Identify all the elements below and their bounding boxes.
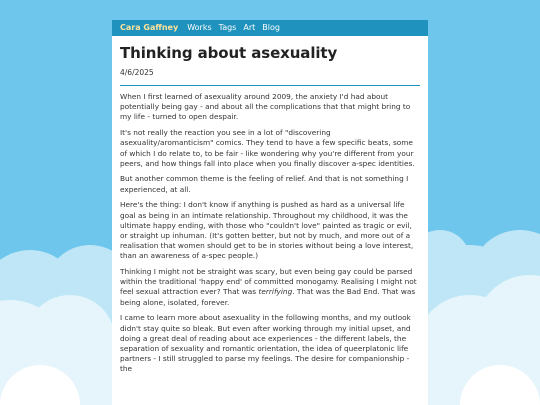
paragraph-5: [120, 267, 420, 308]
paragraph-4: Here's the thing: I don't know if anything is pushed as hard as a universal life goal as being in an intimate relationship. Throughout my childhood, it was the ultimate happy ending, with those who "couldn't love" painted as tragic or evil, or straight up inhuman. (It's gotten better, but not by much, and more out of a realisation that women should get to be in stories without being a love interest, than an awareness of a-spec people.): [120, 200, 414, 261]
paragraph-5-after: . That was the Bad End. That was being alone, isolated, forever.: [120, 287, 416, 307]
post-date: 4/6/2025: [120, 68, 154, 77]
paragraph-3: But another common theme is the feeling of relief. And that is not something I experienced, at all.: [120, 174, 409, 194]
paragraph-6: I came to learn more about asexuality in the following months, and my outlook didn't stay quite so bleak. But even after working through my initial upset, and doing a great deal of reading about ace experiences - the different labels, the separation of sexuality and romantic orientation, the idea of queerplatonic life partners - I still struggled to parse my feelings. The desire for companionship - the: [120, 313, 411, 374]
paragraph-1: When I first learned of asexuality around 2009, the anxiety I'd had about potentially being gay - and about all the complications that that might bring to my life - turned to open despair.: [120, 92, 411, 122]
nav-link-tags[interactable]: Tags: [218, 23, 237, 32]
divider: [120, 85, 420, 86]
paragraph-5-emphasis: terrifying: [258, 287, 293, 297]
paragraph-5-before: Thinking I might not be straight was scary, but even being gay could be parsed within the traditional 'happy end' of committed monogamy. Realising I might not feel sexual attraction ever? That was: [120, 267, 417, 297]
paragraph-2: It's not really the reaction you see in a lot of "discovering asexuality/aromanticism" comics. They tend to have a few specific beats, some of which I do relate to, to be fair - like wondering why you're different from your peers, and how things fall into place when you finally discover a-spec identities.: [120, 128, 415, 168]
top-nav: [112, 20, 428, 36]
nav-link-blog[interactable]: Blog: [262, 23, 280, 32]
post-title: Thinking about asexuality: [120, 44, 338, 62]
nav-link-works[interactable]: Works: [187, 23, 212, 32]
blog-page: [112, 20, 428, 405]
post-content: [112, 36, 428, 375]
site-name-link[interactable]: Cara Gaffney: [120, 23, 179, 32]
nav-link-art[interactable]: Art: [243, 23, 256, 32]
